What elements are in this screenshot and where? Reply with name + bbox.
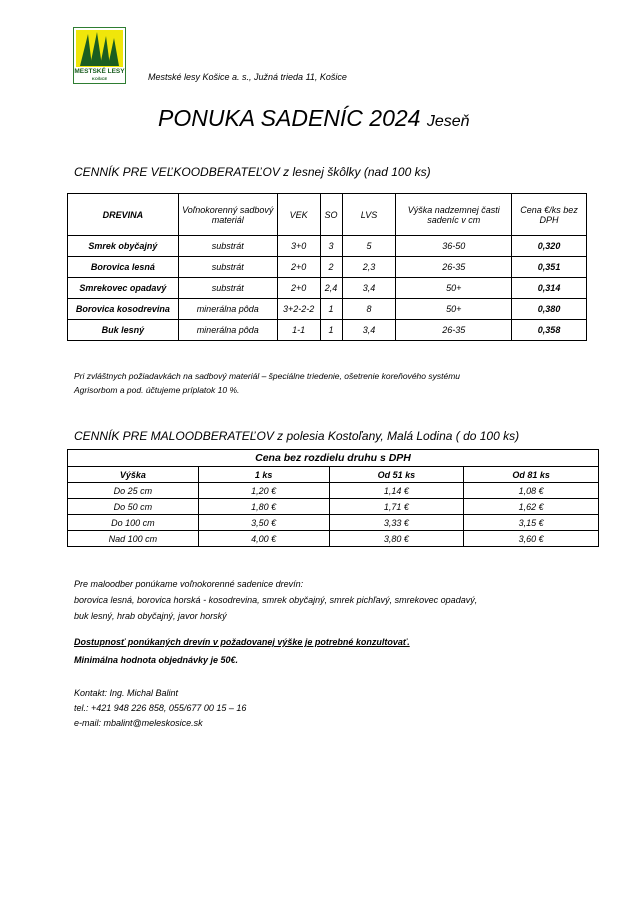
species-cell: Buk lesný bbox=[68, 320, 179, 341]
col-so: SO bbox=[320, 194, 342, 236]
so-cell: 2 bbox=[320, 257, 342, 278]
species-cell: Smrekovec opadavý bbox=[68, 278, 179, 299]
price-cell: 3,60 € bbox=[464, 531, 599, 547]
size-cell: Do 50 cm bbox=[68, 499, 199, 515]
height-cell: 36-50 bbox=[396, 236, 512, 257]
species-cell: Borovica lesná bbox=[68, 257, 179, 278]
lvs-cell: 3,4 bbox=[342, 278, 396, 299]
col-from-51: Od 51 ks bbox=[329, 467, 464, 483]
table-row bbox=[68, 483, 599, 499]
retail-heading: CENNÍK PRE MALOODBERATEĽOV z polesia Kostoľany, Malá Lodina ( do 100 ks) bbox=[74, 429, 520, 443]
wholesale-note bbox=[74, 369, 574, 397]
col-from-81: Od 81 ks bbox=[464, 467, 599, 483]
table-row bbox=[68, 531, 599, 547]
col-size: Výška bbox=[68, 467, 199, 483]
price-cell: 3,33 € bbox=[329, 515, 464, 531]
price-cell: 0,314 bbox=[512, 278, 587, 299]
height-cell: 50+ bbox=[396, 278, 512, 299]
price-cell: 1,71 € bbox=[329, 499, 464, 515]
lvs-cell: 5 bbox=[342, 236, 396, 257]
offer-line: borovica lesná, borovica horská - kosodrevina, smrek obyčajný, smrek pichľavý, smrekovec opadavý, bbox=[74, 595, 478, 605]
price-cell: 0,320 bbox=[512, 236, 587, 257]
table-row bbox=[68, 236, 587, 257]
age-cell: 1-1 bbox=[277, 320, 320, 341]
minimum-order-note: Minimálna hodnota objednávky je 50€. bbox=[74, 655, 239, 665]
note-line: Pri zvláštnych požiadavkách na sadbový materiál – špeciálne triedenie, ošetrenie koreňového systému bbox=[74, 371, 461, 381]
size-cell: Do 100 cm bbox=[68, 515, 199, 531]
wholesale-heading: CENNÍK PRE VEĽKOODBERATEĽOV z lesnej škôlky (nad 100 ks) bbox=[74, 165, 431, 179]
title-text: PONUKA SADENÍC 2024 bbox=[158, 105, 421, 131]
offer-paragraph bbox=[74, 576, 477, 624]
species-cell: Smrek obyčajný bbox=[68, 236, 179, 257]
height-cell: 26-35 bbox=[396, 257, 512, 278]
material-cell: minerálna pôda bbox=[178, 320, 277, 341]
wholesale-price-table bbox=[67, 193, 587, 341]
material-cell: minerálna pôda bbox=[178, 299, 277, 320]
price-cell: 1,20 € bbox=[198, 483, 329, 499]
col-species: DREVINA bbox=[68, 194, 179, 236]
price-cell: 1,14 € bbox=[329, 483, 464, 499]
price-cell: 1,80 € bbox=[198, 499, 329, 515]
price-cell: 0,351 bbox=[512, 257, 587, 278]
table-header-row bbox=[68, 467, 599, 483]
table-row bbox=[68, 278, 587, 299]
price-cell: 3,80 € bbox=[329, 531, 464, 547]
table-row bbox=[68, 515, 599, 531]
price-cell: 3,50 € bbox=[198, 515, 329, 531]
age-cell: 3+0 bbox=[277, 236, 320, 257]
height-cell: 50+ bbox=[396, 299, 512, 320]
table-row bbox=[68, 257, 587, 278]
offer-line: buk lesný, hrab obyčajný, javor horský bbox=[74, 611, 227, 621]
age-cell: 2+0 bbox=[277, 257, 320, 278]
size-cell: Do 25 cm bbox=[68, 483, 199, 499]
height-cell: 26-35 bbox=[396, 320, 512, 341]
material-cell: substrát bbox=[178, 278, 277, 299]
availability-note: Dostupnosť ponúkaných drevín v požadovanej výške je potrebné konzultovať. bbox=[74, 637, 410, 647]
material-cell: substrát bbox=[178, 257, 277, 278]
logo-text: MESTSKÉ LESY bbox=[74, 68, 125, 75]
lvs-cell: 8 bbox=[342, 299, 396, 320]
col-height: Výška nadzemnej časti sadeníc v cm bbox=[396, 194, 512, 236]
col-age: VEK bbox=[277, 194, 320, 236]
table-row bbox=[68, 320, 587, 341]
company-address: Mestské lesy Košice a. s., Južná trieda 11, Košice bbox=[148, 72, 347, 82]
size-cell: Nad 100 cm bbox=[68, 531, 199, 547]
price-cell: 0,380 bbox=[512, 299, 587, 320]
col-1-piece: 1 ks bbox=[198, 467, 329, 483]
price-super-header: Cena bez rozdielu druhu s DPH bbox=[68, 450, 599, 467]
company-logo bbox=[73, 27, 126, 84]
age-cell: 3+2-2-2 bbox=[277, 299, 320, 320]
col-material: Voľnokorenný sadbový materiál bbox=[178, 194, 277, 236]
lvs-cell: 3,4 bbox=[342, 320, 396, 341]
contact-person: Kontakt: Ing. Michal Balint bbox=[74, 688, 179, 698]
contact-block bbox=[74, 686, 246, 731]
so-cell: 2,4 bbox=[320, 278, 342, 299]
offer-line: Pre maloodber ponúkame voľnokorenné sadenice drevín: bbox=[74, 579, 304, 589]
logo-city: KOŠICE bbox=[91, 76, 108, 81]
price-cell: 0,358 bbox=[512, 320, 587, 341]
page-title bbox=[158, 105, 470, 132]
note-line: Agrisorbom a pod. účtujeme príplatok 10 %. bbox=[74, 385, 240, 395]
retail-price-table bbox=[67, 449, 599, 547]
contact-phone: tel.: +421 948 226 858, 055/677 00 15 – 16 bbox=[74, 703, 247, 713]
price-cell: 3,15 € bbox=[464, 515, 599, 531]
trees-icon bbox=[76, 30, 123, 67]
table-row bbox=[68, 299, 587, 320]
lvs-cell: 2,3 bbox=[342, 257, 396, 278]
contact-email: e-mail: mbalint@meleskosice.sk bbox=[74, 718, 203, 728]
age-cell: 2+0 bbox=[277, 278, 320, 299]
so-cell: 1 bbox=[320, 299, 342, 320]
material-cell: substrát bbox=[178, 236, 277, 257]
price-cell: 4,00 € bbox=[198, 531, 329, 547]
so-cell: 3 bbox=[320, 236, 342, 257]
table-header-row bbox=[68, 194, 587, 236]
table-super-header bbox=[68, 450, 599, 467]
species-cell: Borovica kosodrevina bbox=[68, 299, 179, 320]
so-cell: 1 bbox=[320, 320, 342, 341]
price-cell: 1,08 € bbox=[464, 483, 599, 499]
season-label: Jeseň bbox=[426, 113, 470, 130]
col-price: Cena €/ks bez DPH bbox=[512, 194, 587, 236]
price-cell: 1,62 € bbox=[464, 499, 599, 515]
table-row bbox=[68, 499, 599, 515]
col-lvs: LVS bbox=[342, 194, 396, 236]
